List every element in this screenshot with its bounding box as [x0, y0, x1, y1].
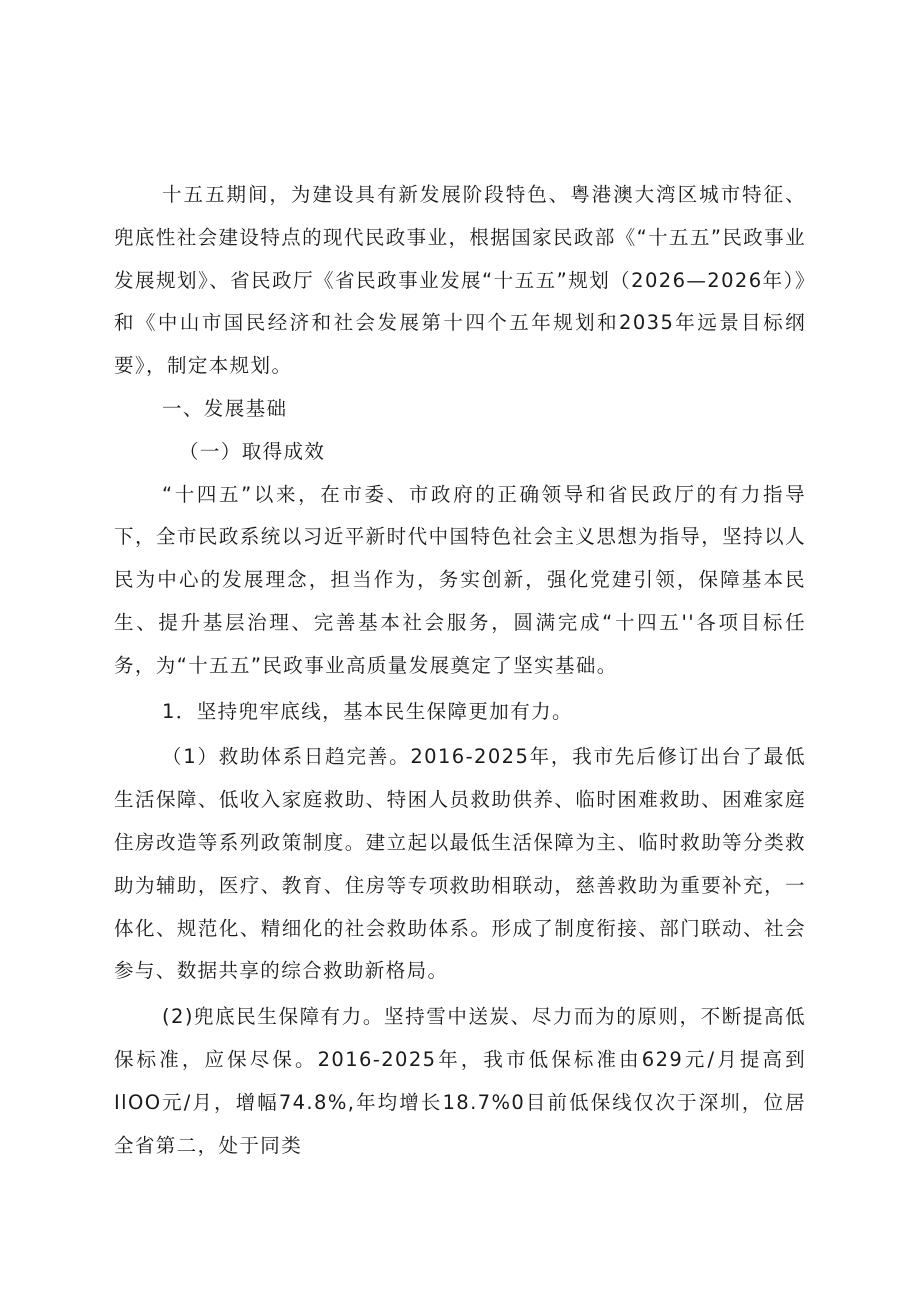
item-2-paragraph: (2)兜底民生保障有力。坚持雪中送炭、尽力而为的原则，不断提高低保标准，应保尽保。2016-2025年，我市低保标准由629元/月提高到IlOO元/月，增幅74.8%,年均增长18.7%0目前低保线仅次于深圳，位居全省第二，处于同类 — [114, 1005, 806, 1157]
subsection-heading-achievements: （一）取得成效 — [179, 439, 326, 463]
overview-paragraph: “十四五”以来，在市委、市政府的正确领导和省民政厅的有力指导下，全市民政系统以习近平新时代中国特色社会主义思想为指导，坚持以人民为中心的发展理念，担当作为，务实创新，强化党建引领，保障基本民生、提升基层治理、完善基本社会服务，圆满完成“十四五''各项目标任务，为“十五五”民政事业高质量发展奠定了坚实基础。 — [114, 482, 806, 677]
point-1-title: 1．坚持兜牢底线，基本民生保障更加有力。 — [162, 699, 573, 723]
document-body — [114, 174, 806, 1167]
intro-paragraph: 十五五期间，为建设具有新发展阶段特色、粤港澳大湾区城市特征、兜底性社会建设特点的现代民政事业，根据国家民政部《“十五五”民政事业发展规划》、省民政厅《省民政事业发展“十五五”规划（2026—2026年）》和《中山市国民经济和社会发展第十四个五年规划和2035年远景目标纲要》，制定本规划。 — [114, 183, 806, 378]
item-1-paragraph: （1）救助体系日趋完善。2016-2025年，我市先后修订出台了最低生活保障、低收入家庭救助、特困人员救助供养、临时困难救助、困难家庭住房改造等系列政策制度。建立起以最低生活保障为主、临时救助等分类救助为辅助，医疗、教育、住房等专项救助相联动，慈善救助为重要补充，一体化、规范化、精细化的社会救助体系。形成了制度衔接、部门联动、社会参与、数据共享的综合救助新格局。 — [114, 745, 806, 983]
section-heading-development-basis: 一、发展基础 — [162, 396, 288, 420]
